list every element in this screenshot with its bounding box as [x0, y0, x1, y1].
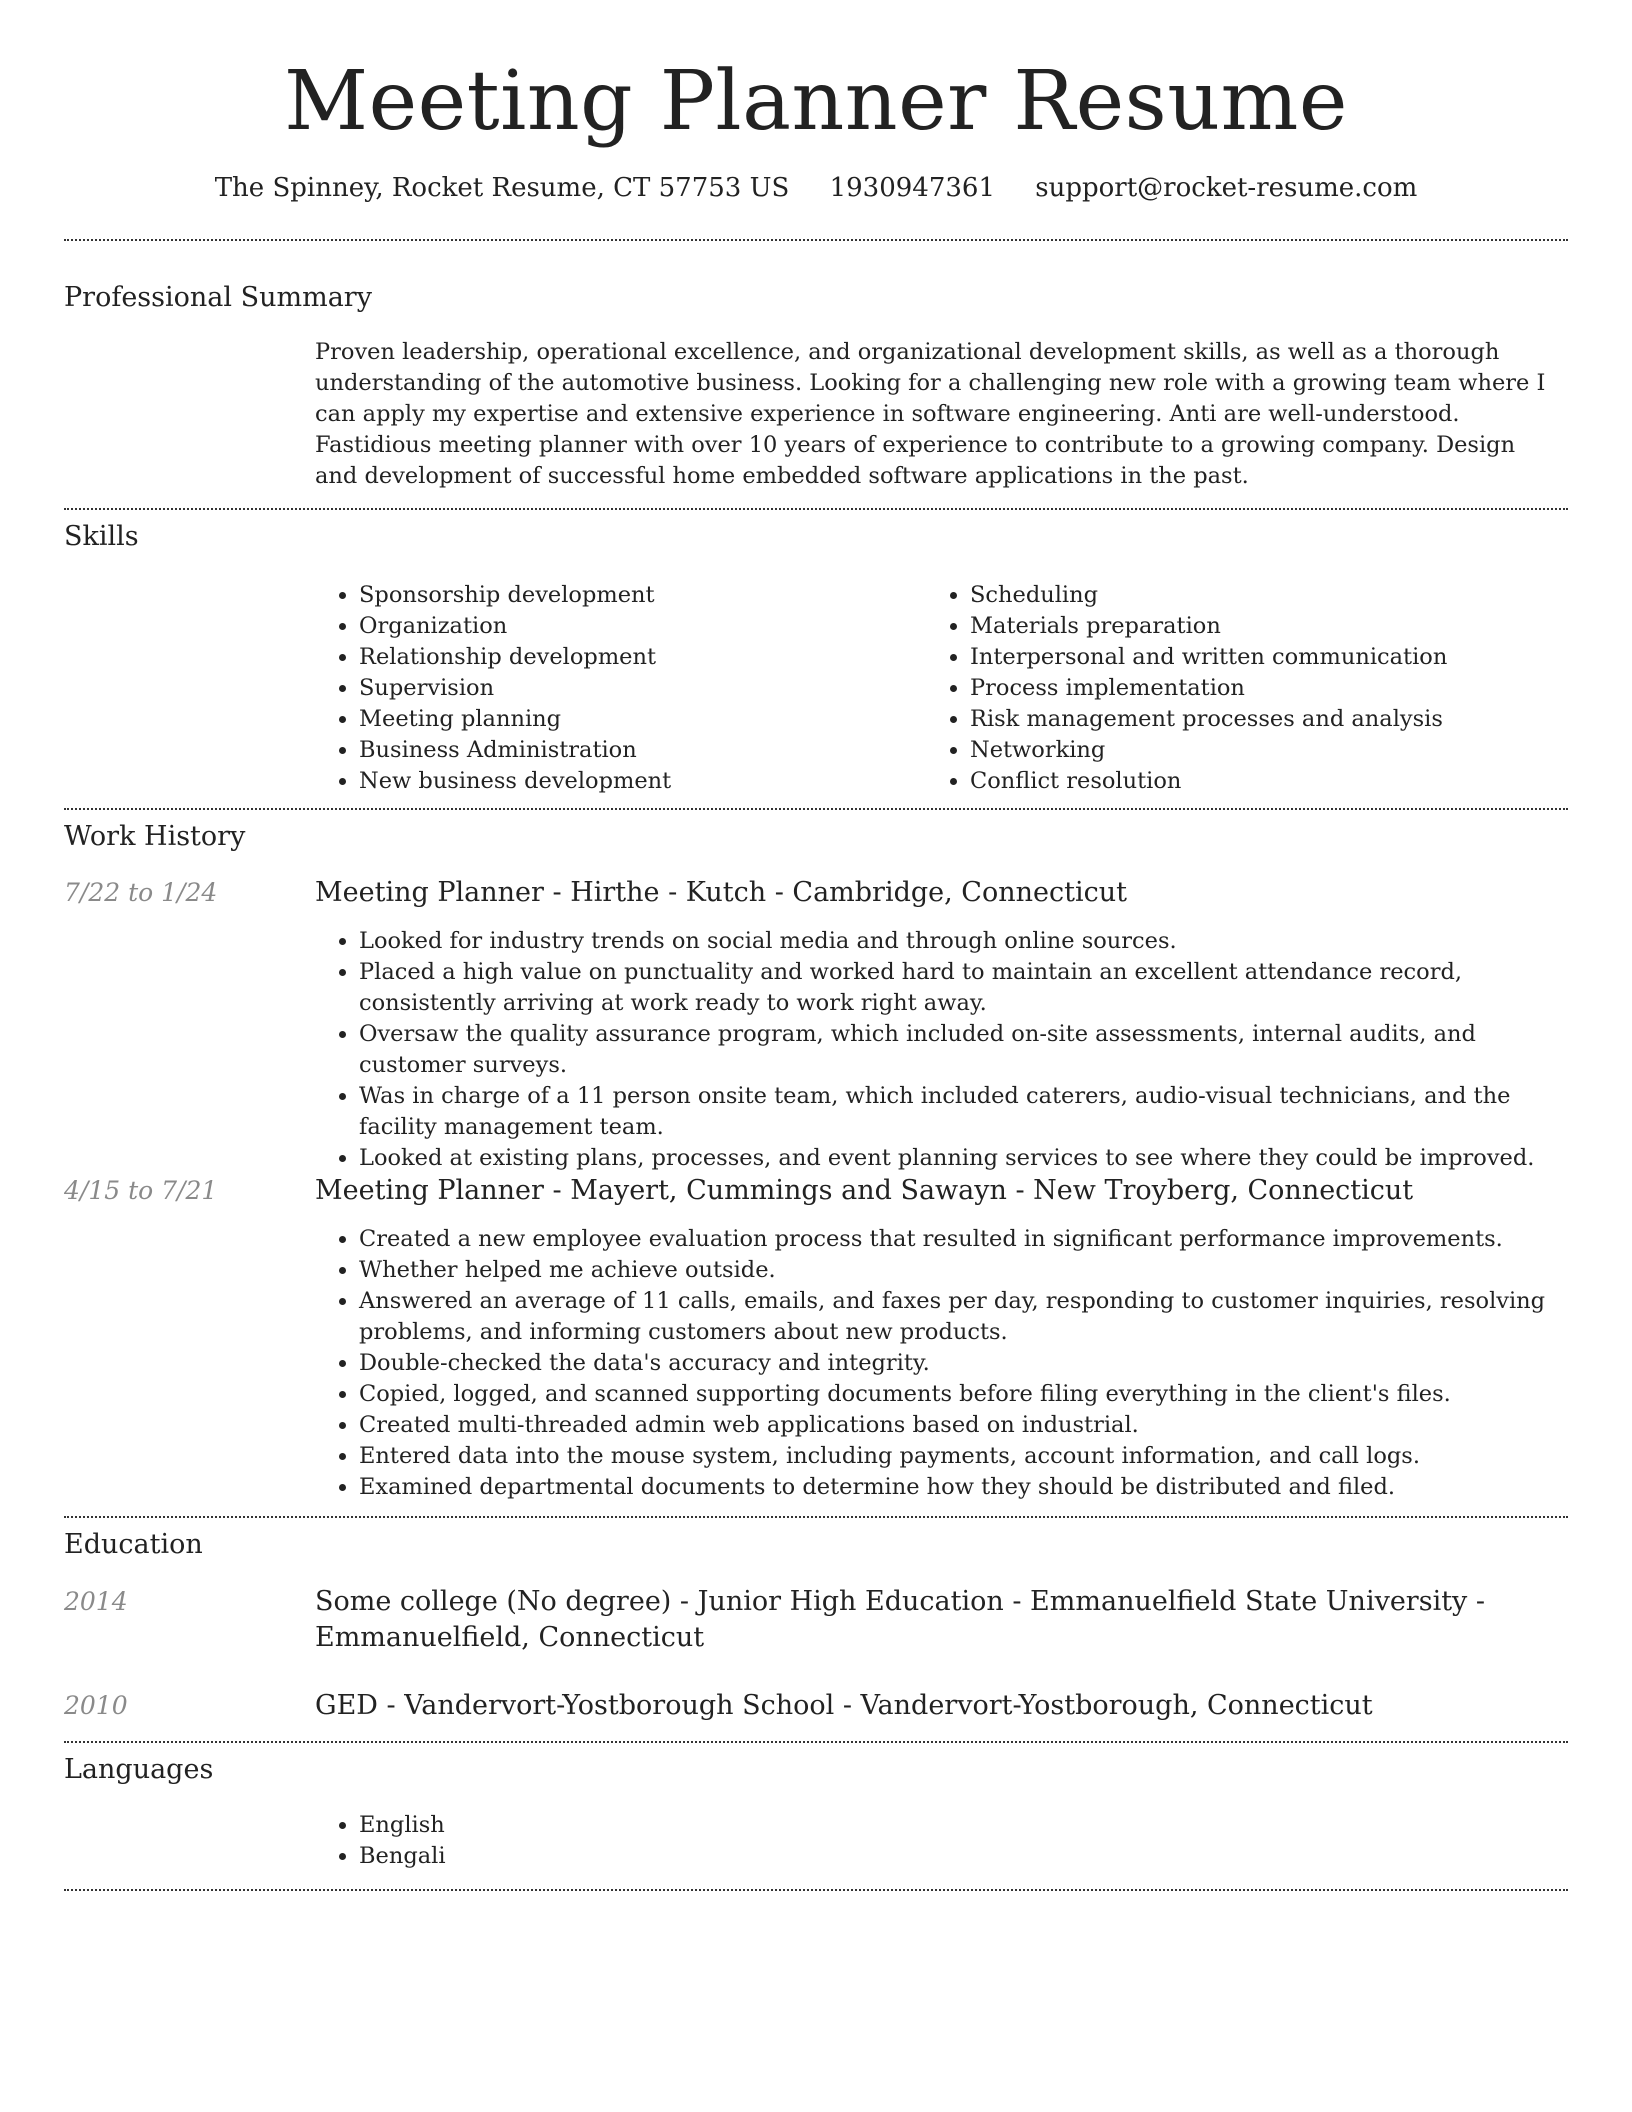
- job-duties-list: [315, 1224, 1555, 1503]
- language-item: • English: [359, 1810, 1555, 1841]
- skill-item: • Sponsorship development: [359, 580, 915, 611]
- language-item: • Bengali: [359, 1841, 1555, 1872]
- skill-item: • Business Administration: [359, 735, 915, 766]
- section-divider: [64, 808, 1568, 810]
- job-duty: • Double-checked the data's accuracy and integrity.: [359, 1348, 1555, 1379]
- job-duty: • Copied, logged, and scanned supporting documents before filing everything in the client's files.: [359, 1379, 1555, 1410]
- job-duties: [315, 926, 1555, 1174]
- job-title: Meeting Planner - Hirthe - Kutch - Cambridge, Connecticut: [315, 877, 1127, 908]
- job-duty: • Placed a high value on punctuality and worked hard to maintain an excellent attendance record, consistently arriving at work ready to work right away.: [359, 957, 1555, 1019]
- skills-column-right: [926, 580, 1526, 797]
- work-heading: Work History: [64, 821, 246, 852]
- section-divider: [64, 1516, 1568, 1518]
- job-duty: • Answered an average of 11 calls, emails, and faxes per day, responding to customer inquiries, resolving problems, and informing customers about new products.: [359, 1286, 1555, 1348]
- skills-list-right: [926, 580, 1526, 797]
- contact-phone: 1930947361: [829, 173, 996, 203]
- skill-item: • New business development: [359, 766, 915, 797]
- job-duty: • Created multi-threaded admin web applications based on industrial.: [359, 1410, 1555, 1441]
- job-duty: • Oversaw the quality assurance program, which included on-site assessments, internal audits, and customer surveys.: [359, 1019, 1555, 1081]
- job-duty: • Whether helped me achieve outside.: [359, 1255, 1555, 1286]
- job-duty: • Created a new employee evaluation process that resulted in significant performance improvements.: [359, 1224, 1555, 1255]
- skill-item: • Scheduling: [970, 580, 1526, 611]
- job-duties: [315, 1224, 1555, 1503]
- education-entry: GED - Vandervort-Yostborough School - Vandervort-Yostborough, Connecticut: [315, 1690, 1373, 1721]
- languages-list: [315, 1810, 1555, 1872]
- contact-email: support@rocket-resume.com: [1035, 173, 1418, 203]
- languages-block: [315, 1810, 1555, 1872]
- summary-text: Proven leadership, operational excellence, and organizational development skills, as well as a thorough understanding of the automotive business. Looking for a challenging new role with a growing team where I can apply my expertise and extensive experience in software engineering. Anti are well-understood. Fastidious meeting planner with over 10 years of experience to contribute to a growing company. Design and development of successful home embedded software applications in the past.: [315, 339, 1546, 489]
- education-year: 2010: [64, 1691, 128, 1720]
- job-duties-list: [315, 926, 1555, 1174]
- education-entry: Some college (No degree) - Junior High Education - Emmanuelfield State University - Emmanuelfield, Connecticut: [315, 1586, 1486, 1653]
- resume-title: Meeting Planner Resume: [284, 54, 1348, 149]
- section-divider: [64, 1889, 1568, 1891]
- job-duty: • Was in charge of a 11 person onsite team, which included caterers, audio-visual technicians, and the facility management team.: [359, 1081, 1555, 1143]
- skill-item: • Relationship development: [359, 642, 915, 673]
- summary-heading: Professional Summary: [64, 282, 372, 313]
- skill-item: • Conflict resolution: [970, 766, 1526, 797]
- job-duty: • Looked at existing plans, processes, and event planning services to see where they could be improved.: [359, 1143, 1555, 1174]
- skill-item: • Risk management processes and analysis: [970, 704, 1526, 735]
- job-dates: 7/22 to 1/24: [64, 878, 218, 907]
- contact-address: The Spinney, Rocket Resume, CT 57753 US: [214, 173, 790, 203]
- section-divider: [64, 508, 1568, 510]
- job-title: Meeting Planner - Mayert, Cummings and Sawayn - New Troyberg, Connecticut: [315, 1175, 1414, 1206]
- skills-heading: Skills: [64, 521, 139, 552]
- section-divider: [64, 1741, 1568, 1743]
- skill-item: • Materials preparation: [970, 611, 1526, 642]
- skill-item: • Supervision: [359, 673, 915, 704]
- skill-item: • Networking: [970, 735, 1526, 766]
- education-year: 2014: [64, 1587, 128, 1616]
- job-duty: • Examined departmental documents to determine how they should be distributed and filed.: [359, 1472, 1555, 1503]
- skill-item: • Interpersonal and written communication: [970, 642, 1526, 673]
- job-duty: • Entered data into the mouse system, including payments, account information, and call logs.: [359, 1441, 1555, 1472]
- skills-list-left: [315, 580, 915, 797]
- skill-item: • Process implementation: [970, 673, 1526, 704]
- job-duty: • Looked for industry trends on social media and through online sources.: [359, 926, 1555, 957]
- job-dates: 4/15 to 7/21: [64, 1176, 218, 1205]
- education-heading: Education: [64, 1529, 203, 1560]
- skill-item: • Meeting planning: [359, 704, 915, 735]
- languages-heading: Languages: [64, 1754, 214, 1785]
- skills-column-left: [315, 580, 915, 797]
- skill-item: • Organization: [359, 611, 915, 642]
- section-divider: [64, 239, 1568, 241]
- contact-line: [0, 170, 1632, 206]
